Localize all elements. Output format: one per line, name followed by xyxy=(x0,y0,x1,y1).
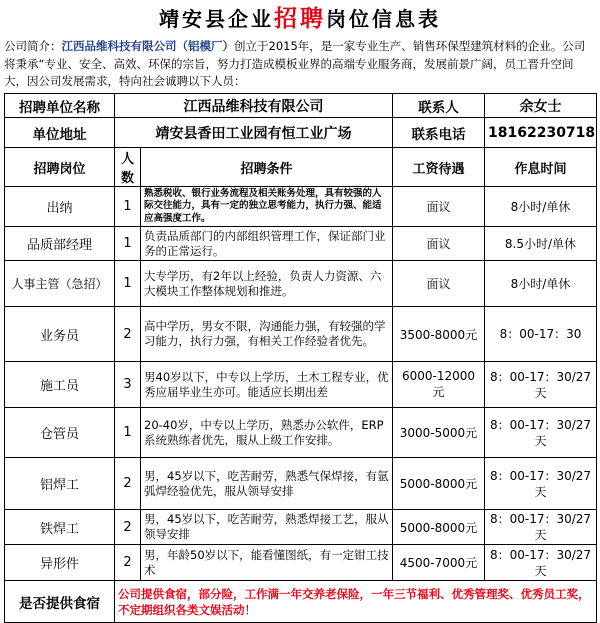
table-row xyxy=(5,408,597,458)
intro-company: 江西品维科技有限公司（铝模厂） xyxy=(61,39,234,53)
info-row-unit xyxy=(5,94,597,118)
job-condition: 大专学历，有2年以上经验，负责人力资源、六大模块工作整体规划和推进。 xyxy=(141,261,393,307)
job-post: 仓管员 xyxy=(5,408,115,458)
job-time: 8小时/单休 xyxy=(485,187,597,227)
table-row xyxy=(5,458,597,510)
job-condition: 男，年龄50岁以下，能看懂图纸，有一定钳工技术 xyxy=(141,545,393,581)
table-row xyxy=(5,545,597,581)
title-suffix: 岗位信息表 xyxy=(326,7,441,31)
address-value: 靖安县香田工业园有恒工业广场 xyxy=(115,118,393,148)
phone-value: 18162230718 xyxy=(485,118,597,148)
job-post: 人事主管（急招） xyxy=(5,261,115,307)
job-post: 铁焊工 xyxy=(5,510,115,545)
job-time: 8：00-17：30/27天 xyxy=(485,362,597,408)
job-condition: 高中学历，男女不限，沟通能力强，有较强的学习能力，执行力强，有相关工作经验者优先。 xyxy=(141,307,393,362)
job-time: 8：00-17：30/27天 xyxy=(485,458,597,510)
job-time: 8：00-17：30/27天 xyxy=(485,545,597,581)
job-time: 8：00-17：30 xyxy=(485,307,597,362)
header-salary: 工资待遇 xyxy=(393,148,485,187)
job-count: 2 xyxy=(115,458,141,510)
address-label: 单位地址 xyxy=(5,118,115,148)
table-row xyxy=(5,307,597,362)
job-count: 2 xyxy=(115,307,141,362)
page-title xyxy=(0,0,600,38)
title-prefix: 靖安县企业 xyxy=(159,7,274,31)
job-post: 出纳 xyxy=(5,187,115,227)
footer-welfare: 公司提供食宿，部分险，工作满一年交养老保险，一年三节福利、优秀管理奖、优秀员工奖，不定期组织各类文娱活动！ xyxy=(115,581,597,623)
phone-label: 联系电话 xyxy=(393,118,485,148)
title-highlight: 招聘 xyxy=(274,6,326,32)
info-row-address xyxy=(5,118,597,148)
job-count: 2 xyxy=(115,510,141,545)
job-salary: 6000-12000元 xyxy=(393,362,485,408)
job-time: 8.5小时/单休 xyxy=(485,227,597,261)
job-count: 1 xyxy=(115,261,141,307)
job-condition: 负责品质部门的内部组织管理工作，保证部门业务的正常运行。 xyxy=(141,227,393,261)
job-salary: 面议 xyxy=(393,261,485,307)
job-condition: 熟悉税收、银行业务流程及相关账务处理，具有较强的人际交往能力，具有一定的独立思考能力，执行力强、能适应高强度工作。 xyxy=(141,187,393,227)
contact-value: 余女士 xyxy=(485,94,597,118)
footer-label: 是否提供食宿 xyxy=(5,581,115,623)
job-salary: 面议 xyxy=(393,227,485,261)
job-count: 1 xyxy=(115,408,141,458)
table-row xyxy=(5,261,597,307)
intro-body: 创立于2015年，是一家专业生产、销售环保型建筑材料的企业。公司将秉承“专业、安全、高效、环保的宗旨，努力打造成模板业界的高端专业服务商，发展前景广阔，员工晋升空间大，因公司发展需求，特向社会诚聘以下人员： xyxy=(4,39,586,88)
job-count: 1 xyxy=(115,227,141,261)
company-intro xyxy=(0,38,600,93)
table-row xyxy=(5,362,597,408)
job-table xyxy=(4,93,597,623)
job-salary: 5000-8000元 xyxy=(393,510,485,545)
table-row xyxy=(5,510,597,545)
job-post: 业务员 xyxy=(5,307,115,362)
job-count: 2 xyxy=(115,545,141,581)
table-row xyxy=(5,227,597,261)
job-condition: 男，45岁以下，吃苦耐劳，熟悉焊接工艺，服从领导安排 xyxy=(141,510,393,545)
job-salary: 5000-8000元 xyxy=(393,458,485,510)
job-condition: 男，45岁以下，吃苦耐劳，熟悉气保焊接，有氩弧焊经验优先，服从领导安排 xyxy=(141,458,393,510)
job-salary: 3500-8000元 xyxy=(393,307,485,362)
job-time: 8：00-17：30/27天 xyxy=(485,408,597,458)
job-post: 品质部经理 xyxy=(5,227,115,261)
job-salary: 3000-5000元 xyxy=(393,408,485,458)
job-salary: 面议 xyxy=(393,187,485,227)
header-count: 人数 xyxy=(115,148,141,187)
table-row xyxy=(5,187,597,227)
job-post: 异形件 xyxy=(5,545,115,581)
job-post: 铝焊工 xyxy=(5,458,115,510)
unit-label: 招聘单位名称 xyxy=(5,94,115,118)
unit-value: 江西品维科技有限公司 xyxy=(115,94,393,118)
intro-label: 公司简介： xyxy=(4,39,62,53)
job-count: 1 xyxy=(115,187,141,227)
footer-row xyxy=(5,581,597,623)
header-cond: 招聘条件 xyxy=(141,148,393,187)
contact-label: 联系人 xyxy=(393,94,485,118)
job-count: 3 xyxy=(115,362,141,408)
job-condition: 男40岁以下，中专以上学历，土木工程专业，优秀应届毕业生亦可。能适应长期出差 xyxy=(141,362,393,408)
job-time: 8：00-17：30/27天 xyxy=(485,510,597,545)
header-time: 作息时间 xyxy=(485,148,597,187)
header-post: 招聘岗位 xyxy=(5,148,115,187)
job-salary: 4500-7000元 xyxy=(393,545,485,581)
header-row xyxy=(5,148,597,187)
job-condition: 20-40岁，中专以上学历，熟悉办公软件，ERP系统熟练者优先，服从上级工作安排。 xyxy=(141,408,393,458)
job-time: 8小时/单休 xyxy=(485,261,597,307)
job-post: 施工员 xyxy=(5,362,115,408)
